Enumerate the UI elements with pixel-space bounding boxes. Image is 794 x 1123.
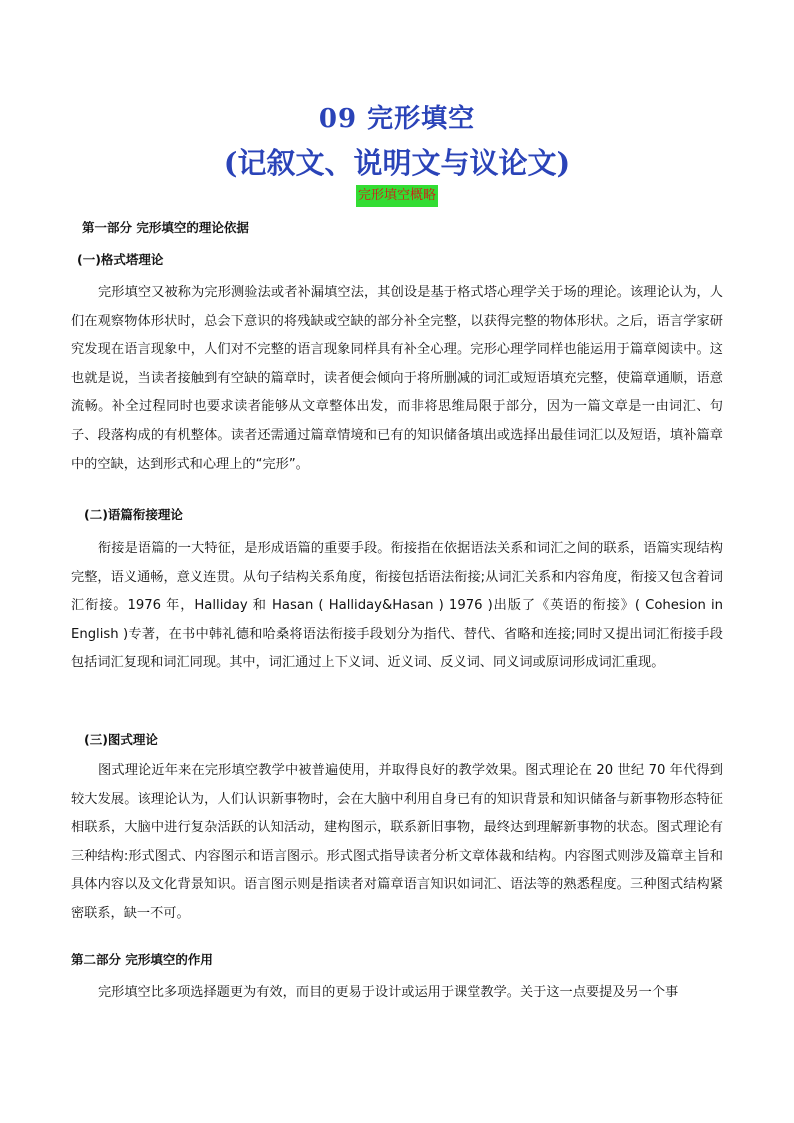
section1-body: 完形填空又被称为完形测验法或者补漏填空法，其创设是基于格式塔心理学关于场的理论。该理论认为，人们在观察物体形状时，总会下意识的将残缺或空缺的部分补全完整，以获得完整的物体形状。之后，语言学家研究发现在语言现象中，人们对不完整的语言现象同样具有补全心理。完形心理学同样也能运用于篇章阅读中。这也就是说，当读者接触到有空缺的篇章时，读者便会倾向于将所删减的词汇或短语填充完整，使篇章通顺，语意流畅。补全过程同时也要求读者能够从文章整体出发，而非将思维局限于部分，因为一篇文章是一由词汇、句子、段落构成的有机整体。读者还需通过篇章情境和已有的知识储备填出或选择出最佳词汇以及短语，填补篇章中的空缺，达到形式和心理上的“完形”。: [71, 285, 723, 472]
section3-body: 图式理论近年来在完形填空教学中被普遍使用，并取得良好的教学效果。图式理论在 20 世纪 70 年代得到较大发展。该理论认为，人们认识新事物时，会在大脑中利用自身已有的知识背景和知识储备与新事物形态特征相联系，大脑中进行复杂活跃的认知活动，建构图示，联系新旧事物，最终达到理解新事物的状态。图式理论有三种结构:形式图式、内容图示和语言图示。形式图式指导读者分析文章体裁和结构。内容图式则涉及篇章主旨和具体内容以及文化背景知识。语言图示则是指读者对篇章语言知识如词汇、语法等的熟悉程度。三种图式结构紧密联系，缺一不可。: [71, 763, 723, 921]
section3-heading: (三)图式理论: [84, 732, 158, 747]
part2-heading: 第二部分 完形填空的作用: [71, 952, 213, 967]
overview-tag-wrap: [0, 184, 794, 207]
section2-body: 衔接是语篇的一大特征，是形成语篇的重要手段。衔接指在依据语法关系和词汇之间的联系，语篇实现结构完整，语义通畅，意义连贯。从句子结构关系角度，衔接包括语法衔接;从词汇关系和内容角度，衔接又包含着词汇衔接。1976 年，Halliday 和 Hasan ( Halliday&Hasan ) 1976 )出版了《英语的衔接》( Cohesion in English )专著，在书中韩礼德和哈桑将语法衔接手段划分为指代、替代、省略和连接;同时又提出词汇衔接手段包括词汇复现和词汇同现。其中，词汇通过上下义词、近义词、反义词、同义词或原词形成词汇重现。: [71, 541, 723, 671]
overview-tag: 完形填空概略: [356, 185, 438, 207]
section1-heading: (一)格式塔理论: [77, 252, 164, 267]
document-title: 09 完形填空: [318, 104, 476, 134]
section2-heading: (二)语篇衔接理论: [84, 507, 183, 522]
document-subtitle: (记叙文、说明文与议论文): [223, 146, 571, 180]
part1-heading: 第一部分 完形填空的理论依据: [82, 220, 249, 235]
part2-body: 完形填空比多项选择题更为有效，而目的更易于设计或运用于课堂教学。关于这一点要提及另一个事: [98, 985, 679, 1000]
